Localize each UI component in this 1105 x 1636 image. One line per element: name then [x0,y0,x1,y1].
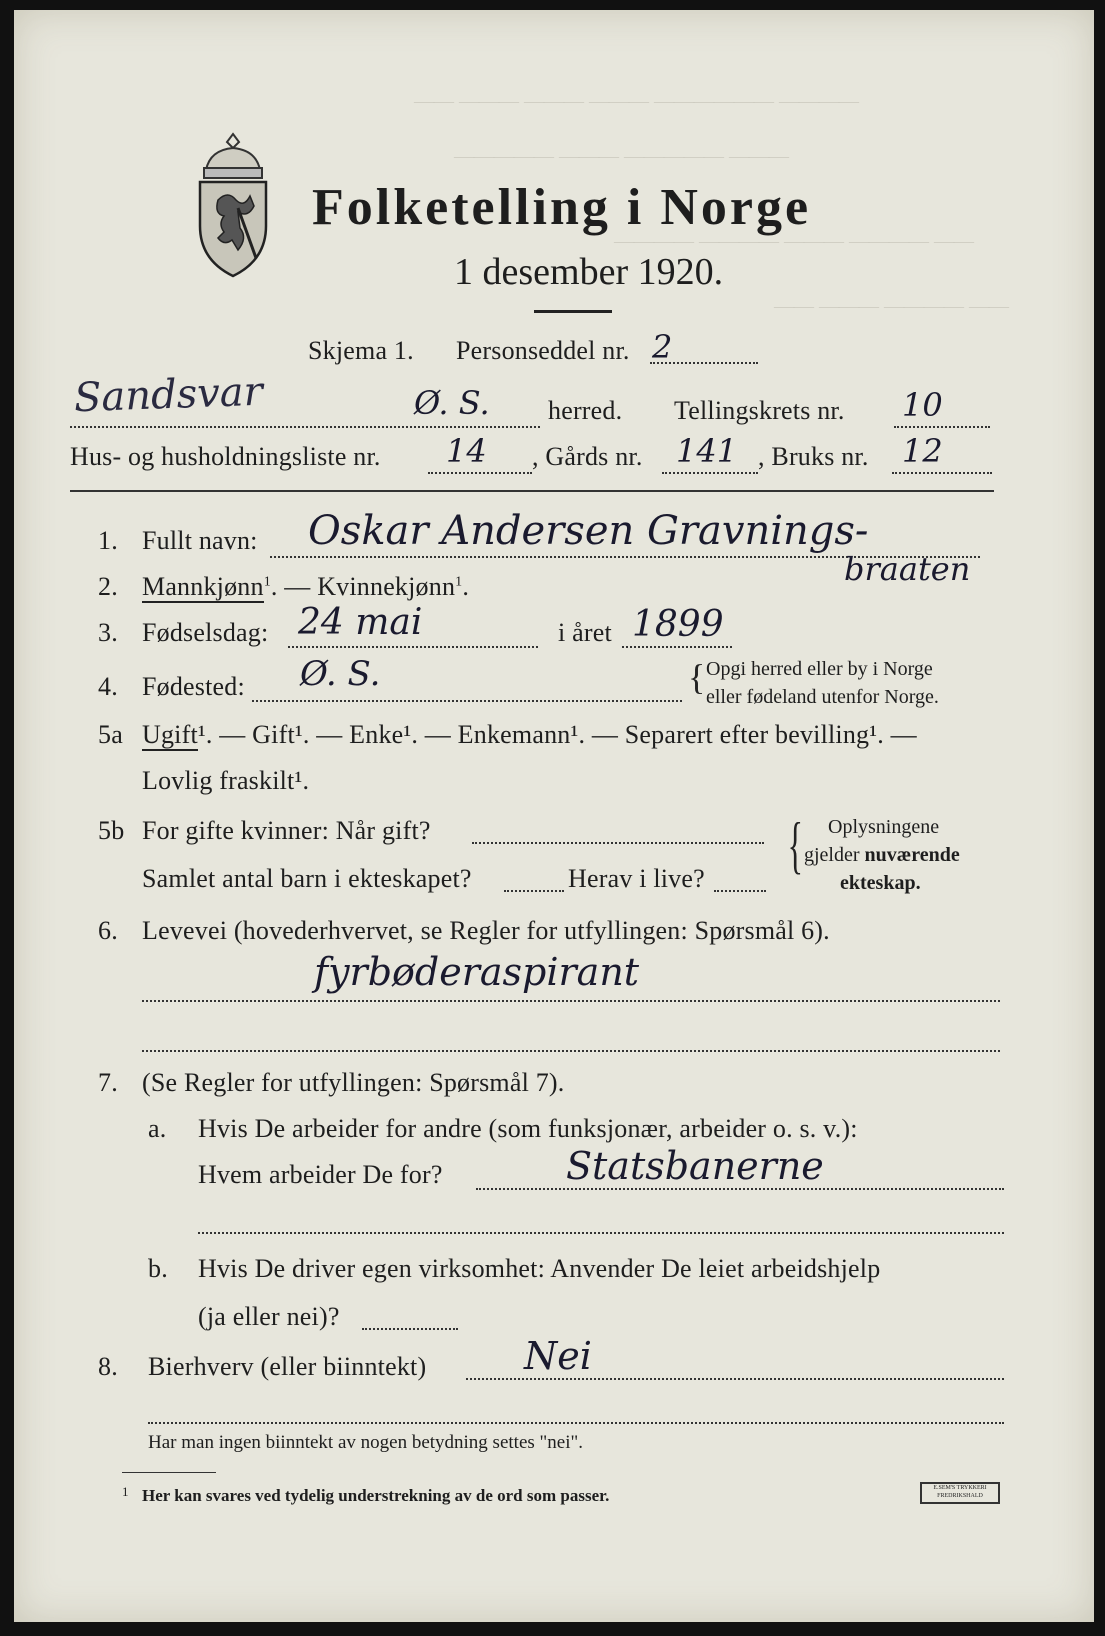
footnote-text: Her kan svares ved tydelig understrekning av de ord som passer. [142,1486,610,1505]
skjema-label: Skjema 1. [308,336,414,365]
footer-note: Har man ingen biinntekt av nogen betydning settes "nei". [148,1432,583,1453]
gender-options: Mannkjønn$^1$. — Kvinnekjønn$^1$. [142,572,470,601]
q5a-line2: Lovlig fraskilt¹. [142,766,310,795]
hus-number: 14 [446,432,487,470]
q5b-label-alive: Herav i live? [568,864,705,893]
footnote-number: 1 [122,1484,129,1499]
q5b-label-when-married: For gifte kvinner: Når gift? [142,816,431,845]
q7a-label-line1: Hvis De arbeider for andre (som funksjonær, arbeider o. s. v.): [198,1114,858,1143]
side-income-value: Nei [524,1334,592,1378]
q1-number: 1. [98,526,118,555]
q5b-number: 5b [98,816,125,845]
q5b-note-line1: Oplysningene [828,816,940,838]
printer-stamp: E.SEM'S TRYKKERI FREDRIKSHALD [920,1482,1000,1504]
full-name-continued: braaten [844,550,971,588]
q4-note-line2: eller fødeland utenfor Norge. [706,686,939,708]
q6-label: Levevei (hovederhvervet, se Regler for utfyllingen: Spørsmål 6). [142,916,830,945]
employer-value: Statsbanerne [566,1144,824,1188]
gards-label: , Gårds nr. [532,442,643,471]
q7a-letter: a. [148,1114,167,1143]
herred-label: herred. [548,396,623,425]
marital-unmarried-selected: Ugift [142,720,198,749]
bleed-through-text: —— ——— ——— ——— —————— ———— [414,90,859,112]
occupation-value: fyrbøderaspirant [314,950,640,994]
birthday-value: 24 mai [298,602,423,643]
q7b-letter: b. [148,1254,168,1283]
q8-number: 8. [98,1352,118,1381]
q5b-label-children: Samlet antal barn i ekteskapet? [142,864,472,893]
q4-label: Fødested: [142,672,245,701]
q3-label: Fødselsdag: [142,618,269,647]
bleed-through-text: —— ——— ———— —— [774,295,1009,317]
birth-year-value: 1899 [632,604,724,645]
gards-number: 141 [676,432,738,470]
q3-year-label: i året [558,618,612,647]
place-handwritten: Sandsvar [73,368,264,422]
q6-number: 6. [98,916,118,945]
bruks-number: 12 [902,432,943,470]
q1-label: Fullt navn: [142,526,258,555]
census-date: 1 desember 1920. [454,251,724,293]
tellingskrets-label: Tellingskrets nr. [674,396,845,425]
bleed-through-text: ————— ——— ————— ——— [454,145,789,167]
coat-of-arms-icon [190,130,276,280]
herred-value: Ø. S. [414,384,490,422]
q7-number: 7. [98,1068,118,1097]
tellingskrets-number: 10 [902,386,943,424]
gender-male-selected: Mannkjønn [142,572,264,601]
personseddel-label: Personseddel nr. [456,336,630,365]
q5a-number: 5a [98,720,123,749]
hus-label: Hus- og husholdningsliste nr. [70,442,381,471]
q7b-label-line1: Hvis De driver egen virksomhet: Anvender De leiet arbeidshjelp [198,1254,881,1283]
birthplace-value: Ø. S. [300,654,381,694]
q7a-label-line2: Hvem arbeider De for? [198,1160,443,1189]
q7-label: (Se Regler for utfyllingen: Spørsmål 7). [142,1068,565,1097]
q8-label: Bierhverv (eller biinntekt) [148,1352,427,1381]
q5b-note-line3: ekteskap. [840,872,921,894]
personseddel-number: 2 [652,328,673,366]
bleed-through-text: ———— ———— ——— ———— —— [614,230,974,252]
title-divider [534,310,612,313]
bruks-label: , Bruks nr. [758,442,869,471]
marital-status-options: Ugift¹. — Gift¹. — Enke¹. — Enkemann¹. — Separert efter bevilling¹. — [142,720,917,749]
q2-number: 2. [98,572,118,601]
q4-number: 4. [98,672,118,701]
page-title: Folketelling i Norge [312,179,812,236]
q3-number: 3. [98,618,118,647]
q5b-note-line2: gjelder nuværende [804,844,960,866]
census-form-page: —— ——— ——— ——— —————— ———— ————— ——— ————— ——— ———— ———— ——— ———— —— —— ——— ———— —— Folketelling i Norge 1 desember 1920. Skjema 1. Personseddel nr. 2 Sandsvar Ø. S. herred. Tellingskrets nr. 10 Hus- og husholdningsliste nr. 14 , Gårds nr. 141 , Bruks nr. 12 1. Fullt navn: Oskar Andersen Gravnings- braaten 2. Mannkjønn$^1$. — Kvinnekjønn$^1$. 3. Fødselsdag: 24 mai i året 1899 4. Fødested: Ø. S. { Opgi herred eller by i Norge eller fødeland utenfor Norge. 5a Ugift¹. — Gift¹. — Enke¹. — Enkemann¹. — Separert efter bevilling¹. — Lovlig fraskilt¹. 5b For gifte kvinner: Når gift? Samlet antal barn i ekteskapet? Herav i live? { Oplysningene gjelder nuværende ekteskap. 6. Levevei (hovederhvervet, se Regler for utfyllingen: Spørsmål 6). fyrbøderaspirant 7. (Se Regler for utfyllingen: Spørsmål 7). a. Hvis De arbeider for andre (som funksjonær, arbeider o. s. v.): Hvem arbeider De for? Statsbanerne b. Hvis De driver egen virksomhet: Anvender De leiet arbeidshjelp (ja eller nei)? 8. Bierhverv (eller biinntekt) Nei Har man ingen biinntekt av nogen betydning settes "nei". 1 Her kan svares ved tydelig understrekning av de ord som passer. E.SEM'S TRYKKERI FREDRIKSHALD [14,10,1094,1622]
section-divider [70,490,994,492]
full-name-value: Oskar Andersen Gravnings- [308,508,869,554]
q4-note-line1: Opgi herred eller by i Norge [706,658,933,680]
q7b-label-line2: (ja eller nei)? [198,1302,340,1331]
